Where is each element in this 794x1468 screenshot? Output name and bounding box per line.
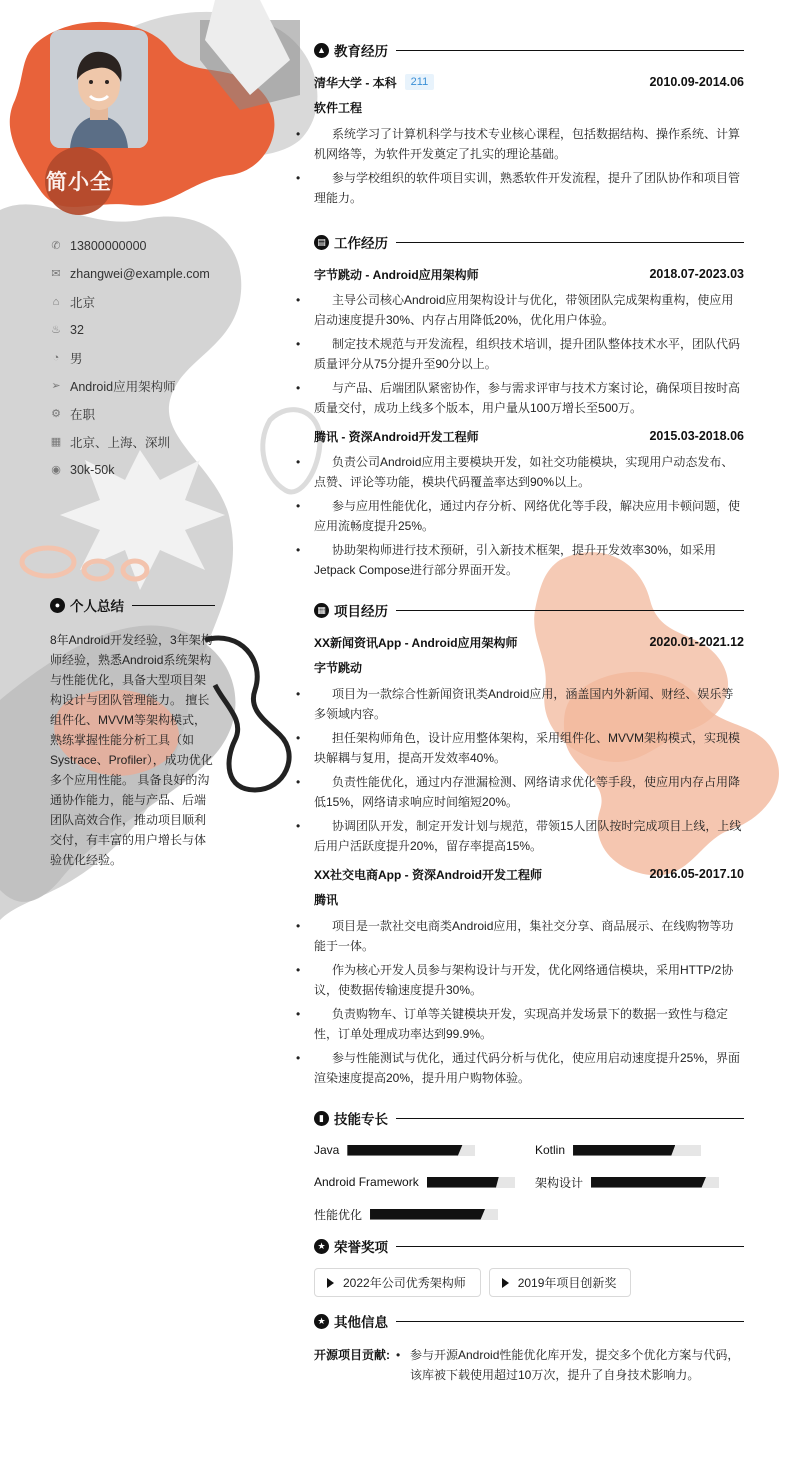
school-name: 清华大学 - 本科 [314, 75, 397, 90]
briefcase-icon: ▤ [314, 235, 329, 250]
other-label: 开源项目贡献: [314, 1348, 390, 1362]
project-date-0: 2020.01-2021.12 [649, 635, 744, 649]
list-item: • 系统学习了计算机科学与技术专业核心课程，包括数据结构、操作系统、计算机网络等，为软件开发奠定了扎实的理论基础。 [314, 124, 744, 164]
project-heading-1: XX社交电商App - 资深Android开发工程师 [314, 867, 542, 882]
home-icon: ⌂ [52, 296, 60, 308]
project-company-0: 字节跳动 [314, 661, 363, 675]
email-value: zhangwei@example.com [70, 267, 210, 281]
projects-divider [396, 610, 744, 611]
work-entry [314, 426, 744, 580]
status-value: 在职 [70, 408, 96, 422]
info-age [50, 316, 210, 344]
info-position [50, 372, 210, 400]
work-date-1: 2015.03-2018.06 [649, 429, 744, 443]
skill-bar-fill [347, 1145, 462, 1156]
skills-heading [314, 1106, 744, 1130]
money-icon: ◉ [51, 464, 61, 476]
other-heading [314, 1309, 744, 1333]
skills-divider [396, 1118, 744, 1119]
education-major: 软件工程 [314, 101, 363, 115]
gender-icon: ◔ [52, 352, 60, 364]
summary-title: 个人总结 [70, 599, 124, 614]
list-item: • 作为核心开发人员参与架构设计与开发，优化网络通信模块，采用HTTP/2协议，使数据传输速度提升30%。 [314, 960, 744, 1000]
skill-bar [591, 1177, 719, 1188]
work-entry [314, 264, 744, 418]
skill-bar-fill [427, 1177, 499, 1188]
other-divider [396, 1321, 744, 1322]
skill-item [314, 1204, 535, 1224]
education-bullets [314, 124, 744, 208]
skill-label: 架构设计 [535, 1175, 584, 1190]
skills-grid [314, 1140, 744, 1224]
skill-bar-fill [370, 1209, 485, 1220]
project-bullets-0 [314, 684, 744, 856]
awards-title: 荣誉奖项 [334, 1240, 388, 1255]
school-tag: 211 [405, 74, 435, 90]
info-salary [50, 456, 210, 484]
play-icon [327, 1278, 334, 1288]
info-phone [50, 232, 210, 260]
awards-heading [314, 1234, 744, 1258]
project-company-1: 腾讯 [314, 893, 339, 907]
gear-icon: ⚙ [51, 408, 61, 420]
awards-list [314, 1268, 744, 1297]
grid-icon: ▦ [314, 603, 329, 618]
skill-item [314, 1140, 535, 1160]
avatar [50, 30, 148, 148]
award-label: 2022年公司优秀架构师 [343, 1276, 466, 1290]
other-row [314, 1343, 744, 1385]
projects-heading [314, 598, 744, 622]
work-title: 工作经历 [334, 236, 388, 251]
skill-item [535, 1172, 744, 1192]
left-column [0, 0, 290, 1468]
project-heading-0: XX新闻资讯App - Android应用架构师 [314, 635, 518, 650]
skill-item [314, 1172, 535, 1192]
work-date-0: 2018.07-2023.03 [649, 267, 744, 281]
project-entry [314, 864, 744, 1088]
work-heading [314, 230, 744, 254]
list-item: • 参与性能测试与优化，通过代码分析与优化，使应用启动速度提升25%，界面渲染速度提高20%，提升用户购物体验。 [314, 1048, 744, 1088]
salary-value: 30k-50k [70, 463, 115, 477]
name-badge: 简小全 [45, 147, 113, 215]
info-cities [50, 428, 210, 456]
skill-label: Kotlin [535, 1143, 566, 1157]
gender-value: 男 [70, 352, 83, 366]
skill-bar-fill [573, 1145, 675, 1156]
education-heading [314, 38, 744, 62]
play-icon [502, 1278, 509, 1288]
building-icon: ▦ [50, 436, 62, 448]
work-bullets-1 [314, 452, 744, 580]
list-item: • 协助架构师进行技术预研，引入新技术框架，提升开发效率30%，如采用Jetpack Compose进行部分界面开发。 [314, 540, 744, 580]
awards-divider [396, 1246, 744, 1247]
user-icon: ● [50, 598, 65, 613]
avatar-photo [50, 30, 148, 148]
work-divider [396, 242, 744, 243]
list-item: • 担任架构师角色，设计应用整体架构，采用组件化、MVVM架构模式，实现模块解耦与复用，提高开发效率40%。 [314, 728, 744, 768]
award-chip [314, 1268, 481, 1297]
info-location [50, 288, 210, 316]
chart-icon: ▮ [314, 1111, 329, 1126]
graduation-cap-icon: ▲ [314, 43, 329, 58]
trophy-icon: ★ [314, 1239, 329, 1254]
cake-icon: ♨ [51, 324, 61, 336]
other-title: 其他信息 [334, 1315, 388, 1330]
list-item: • 主导公司核心Android应用架构设计与优化，带领团队完成架构重构，使应用启动速度提升30%、内存占用降低20%，优化用户体验。 [314, 290, 744, 330]
summary-heading [50, 595, 215, 615]
skill-item [535, 1140, 744, 1160]
send-icon: ➢ [51, 380, 61, 392]
list-item: • 协调团队开发，制定开发计划与规范，带领15人团队按时完成项目上线，上线后用户活跃度提升20%，留存率提高15%。 [314, 816, 744, 856]
list-item: • 与产品、后端团队紧密协作，参与需求评审与技术方案讨论，确保项目按时高质量交付，成功上线多个版本，用户量从100万增长至500万。 [314, 378, 744, 418]
award-label: 2019年项目创新奖 [517, 1276, 617, 1290]
info-status [50, 400, 210, 428]
location-value: 北京 [70, 296, 96, 310]
skill-bar-fill [591, 1177, 706, 1188]
phone-value: 13800000000 [70, 239, 147, 253]
project-bullets-1 [314, 916, 744, 1088]
list-item: • 项目为一款综合性新闻资讯类Android应用，涵盖国内外新闻、财经、娱乐等多领域内容。 [314, 684, 744, 724]
work-heading-1: 腾讯 - 资深Android开发工程师 [314, 429, 479, 444]
award-chip [489, 1268, 632, 1297]
work-bullets-0 [314, 290, 744, 418]
summary-text: 8年Android开发经验，3年架构师经验，熟悉Android系统架构与性能优化，具备大型项目架构设计与团队管理能力。 擅长组件化、MVVM等架构模式，熟练掌握性能分析工具（如Systrace、Profiler），成功优化多个应用性能。 具备良好的沟通协作能力，能与产品、后端团队高效合作，推动项目顺利交付，有丰富的用户增长与体验优化经验。 [50, 633, 213, 867]
work-heading-0: 字节跳动 - Android应用架构师 [314, 267, 479, 282]
skill-label: Android Framework [314, 1175, 419, 1189]
skill-bar [347, 1145, 475, 1156]
info-icon: ★ [314, 1314, 329, 1329]
education-entry [314, 72, 744, 208]
skill-label: 性能优化 [314, 1207, 363, 1222]
age-value: 32 [70, 323, 84, 337]
project-date-1: 2016.05-2017.10 [649, 867, 744, 881]
education-title: 教育经历 [334, 44, 388, 59]
list-item: • 项目是一款社交电商类Android应用，集社交分享、商品展示、在线购物等功能于一体。 [314, 916, 744, 956]
info-email [50, 260, 210, 288]
info-gender [50, 344, 210, 372]
projects-title: 项目经历 [334, 604, 388, 619]
education-date: 2010.09-2014.06 [649, 75, 744, 89]
other-text: • 参与开源Android性能优化库开发，提交多个优化方案与代码，该库被下载使用超过10万次，提升了自身技术影响力。 [392, 1345, 744, 1385]
list-item: • 负责购物车、订单等关键模块开发，实现高并发场景下的数据一致性与稳定性，订单处理成功率达到99.9%。 [314, 1004, 744, 1044]
skill-bar [573, 1145, 701, 1156]
position-value: Android应用架构师 [70, 380, 176, 394]
skill-bar [370, 1209, 498, 1220]
list-item: • 负责公司Android应用主要模块开发，如社交功能模块，实现用户动态发布、点赞、评论等功能，模块代码覆盖率达到90%以上。 [314, 452, 744, 492]
project-entry [314, 632, 744, 856]
mail-icon: ✉ [51, 268, 61, 280]
phone-icon: ✆ [51, 240, 61, 252]
list-item: • 制定技术规范与开发流程，组织技术培训，提升团队整体技术水平，团队代码质量评分从75分提升至90分以上。 [314, 334, 744, 374]
contact-info [50, 232, 210, 484]
list-item: • 参与应用性能优化，通过内存分析、网络优化等手段，解决应用卡顿问题，使应用流畅度提升25%。 [314, 496, 744, 536]
cities-value: 北京、上海、深圳 [70, 436, 171, 450]
skill-bar [427, 1177, 515, 1188]
education-divider [396, 50, 744, 51]
skill-label: Java [314, 1143, 340, 1157]
list-item: • 负责性能优化，通过内存泄漏检测、网络请求优化等手段，使应用内存占用降低15%，网络请求响应时间缩短20%。 [314, 772, 744, 812]
list-item: • 参与学校组织的软件项目实训，熟悉软件开发流程，提升了团队协作和项目管理能力。 [314, 168, 744, 208]
skills-title: 技能专长 [334, 1112, 388, 1127]
summary-divider [132, 605, 215, 606]
right-column [314, 38, 744, 1385]
